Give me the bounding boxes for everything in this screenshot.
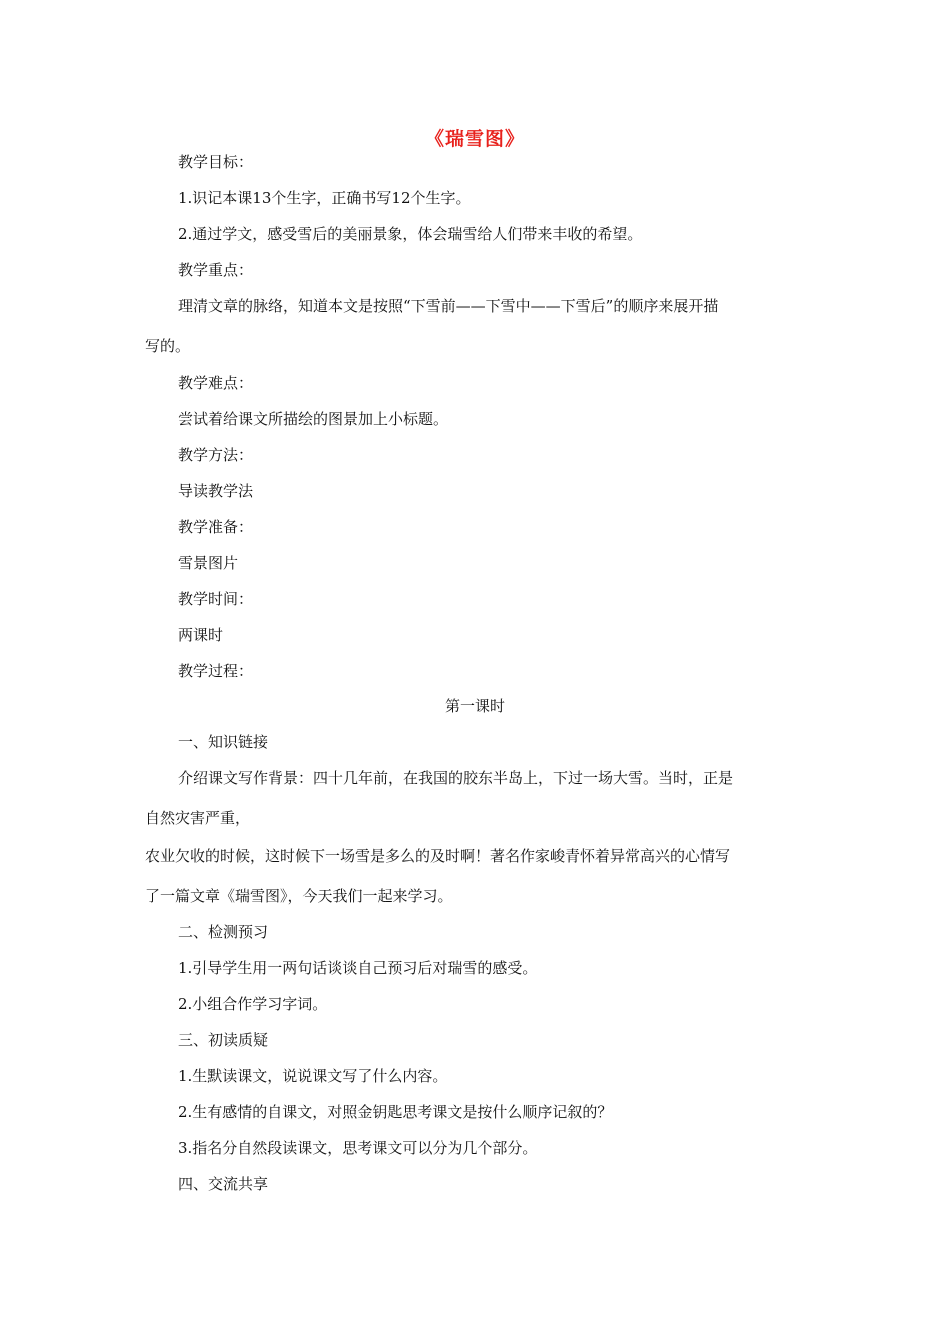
background-text-4: 了一篇文章《瑞雪图》，今天我们一起来学习。 (145, 887, 453, 905)
methods-text: 导读教学法 (178, 482, 254, 500)
preview-item-2: 2.小组合作学习字词。 (178, 995, 328, 1013)
background-text-2: 自然灾害严重， (145, 809, 251, 827)
objective-2: 2.通过学文，感受雪后的美丽景象，体会瑞雪给人们带来丰收的希望。 (178, 225, 643, 243)
section-3-heading: 三、初读质疑 (178, 1031, 269, 1049)
heading-key-points: 教学重点： (178, 261, 254, 279)
preview-item-1: 1.引导学生用一两句话谈谈自己预习后对瑞雪的感受。 (178, 959, 538, 977)
heading-objectives: 教学目标： (178, 153, 254, 171)
objective-1: 1.识记本课13个生字，正确书写12个生字。 (178, 189, 471, 207)
section-4-heading: 四、交流共享 (178, 1175, 269, 1193)
reading-item-1: 1.生默读课文，说说课文写了什么内容。 (178, 1067, 448, 1085)
heading-process: 教学过程： (178, 662, 254, 680)
reading-item-3: 3.指名分自然段读课文，思考课文可以分为几个部分。 (178, 1139, 538, 1157)
heading-time: 教学时间： (178, 590, 254, 608)
reading-item-2: 2.生有感情的自课文，对照金钥匙思考课文是按什么顺序记叙的？ (178, 1103, 613, 1121)
section-2-heading: 二、检测预习 (178, 923, 269, 941)
key-points-text: 理清文章的脉络，知道本文是按照“下雪前——下雪中——下雪后”的顺序来展开描 (178, 297, 719, 315)
heading-difficulties: 教学难点： (178, 374, 254, 392)
preparation-text: 雪景图片 (178, 554, 239, 572)
difficulties-text: 尝试着给课文所描绘的图景加上小标题。 (178, 410, 449, 428)
background-text-1: 介绍课文写作背景：四十几年前，在我国的胶东半岛上，下过一场大雪。当时，正是 (178, 769, 734, 787)
heading-methods: 教学方法： (178, 446, 254, 464)
time-text: 两课时 (178, 626, 224, 644)
background-text-3: 农业欠收的时候，这时候下一场雪是多么的及时啊！著名作家峻青怀着异常高兴的心情写 (145, 847, 731, 865)
key-points-text-cont: 写的。 (145, 337, 191, 355)
document-title: 《瑞雪图》 (424, 128, 525, 150)
section-1-heading: 一、知识链接 (178, 733, 269, 751)
lesson-one-heading: 第一课时 (444, 697, 505, 715)
heading-preparation: 教学准备： (178, 518, 254, 536)
